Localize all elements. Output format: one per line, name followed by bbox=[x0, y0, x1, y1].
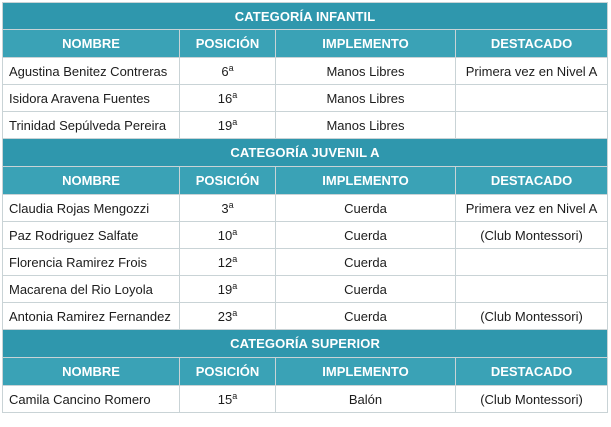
column-header-position: POSICIÓN bbox=[180, 167, 276, 195]
highlight-cell bbox=[456, 112, 608, 139]
column-header-name: NOMBRE bbox=[3, 30, 180, 58]
column-header-highlight: DESTACADO bbox=[456, 358, 608, 386]
highlight-cell bbox=[456, 85, 608, 112]
table-row bbox=[3, 303, 608, 330]
position-ordinal: a bbox=[232, 89, 238, 100]
highlight-cell: (Club Montessori) bbox=[456, 303, 608, 330]
athlete-name-cell: Macarena del Rio Loyola bbox=[3, 276, 180, 303]
table-row bbox=[3, 386, 608, 413]
position-cell bbox=[180, 195, 276, 222]
results-table-body bbox=[3, 3, 608, 413]
column-header-implement: IMPLEMENTO bbox=[276, 30, 456, 58]
implement-cell: Cuerda bbox=[276, 276, 456, 303]
position-cell bbox=[180, 85, 276, 112]
category-title: CATEGORÍA JUVENIL A bbox=[3, 139, 608, 167]
implement-cell: Balón bbox=[276, 386, 456, 413]
athlete-name-cell: Antonia Ramirez Fernandez bbox=[3, 303, 180, 330]
implement-cell: Cuerda bbox=[276, 303, 456, 330]
implement-cell: Manos Libres bbox=[276, 112, 456, 139]
category-row bbox=[3, 330, 608, 358]
athlete-name-cell: Claudia Rojas Mengozzi bbox=[3, 195, 180, 222]
position-cell bbox=[180, 112, 276, 139]
column-header-row bbox=[3, 358, 608, 386]
table-row bbox=[3, 222, 608, 249]
column-header-row bbox=[3, 30, 608, 58]
position-number: 23 bbox=[217, 308, 233, 324]
position-number: 3 bbox=[221, 200, 229, 216]
athlete-name-cell: Agustina Benitez Contreras bbox=[3, 58, 180, 85]
athlete-name-cell: Florencia Ramirez Frois bbox=[3, 249, 180, 276]
position-ordinal: a bbox=[232, 390, 238, 401]
results-table-container bbox=[2, 2, 607, 413]
category-title: CATEGORÍA SUPERIOR bbox=[3, 330, 608, 358]
table-row bbox=[3, 276, 608, 303]
position-cell bbox=[180, 386, 276, 413]
category-row bbox=[3, 3, 608, 30]
position-cell bbox=[180, 58, 276, 85]
position-ordinal: a bbox=[232, 226, 238, 237]
position-number: 19 bbox=[217, 281, 233, 297]
column-header-row bbox=[3, 167, 608, 195]
implement-cell: Manos Libres bbox=[276, 85, 456, 112]
category-row bbox=[3, 139, 608, 167]
position-number: 19 bbox=[217, 117, 233, 133]
position-cell bbox=[180, 222, 276, 249]
position-number: 15 bbox=[217, 391, 233, 407]
highlight-cell: Primera vez en Nivel A bbox=[456, 195, 608, 222]
position-cell bbox=[180, 303, 276, 330]
table-row bbox=[3, 195, 608, 222]
implement-cell: Manos Libres bbox=[276, 58, 456, 85]
position-ordinal: a bbox=[232, 253, 238, 264]
position-ordinal: a bbox=[228, 62, 234, 73]
position-ordinal: a bbox=[232, 280, 238, 291]
implement-cell: Cuerda bbox=[276, 222, 456, 249]
implement-cell: Cuerda bbox=[276, 249, 456, 276]
column-header-highlight: DESTACADO bbox=[456, 30, 608, 58]
column-header-position: POSICIÓN bbox=[180, 358, 276, 386]
column-header-position: POSICIÓN bbox=[180, 30, 276, 58]
position-cell bbox=[180, 276, 276, 303]
position-number: 10 bbox=[217, 227, 233, 243]
position-ordinal: a bbox=[228, 199, 234, 210]
highlight-cell: Primera vez en Nivel A bbox=[456, 58, 608, 85]
highlight-cell: (Club Montessori) bbox=[456, 222, 608, 249]
category-title: CATEGORÍA INFANTIL bbox=[3, 3, 608, 30]
highlight-cell bbox=[456, 249, 608, 276]
column-header-implement: IMPLEMENTO bbox=[276, 358, 456, 386]
athlete-name-cell: Paz Rodriguez Salfate bbox=[3, 222, 180, 249]
column-header-name: NOMBRE bbox=[3, 167, 180, 195]
table-row bbox=[3, 249, 608, 276]
table-row bbox=[3, 58, 608, 85]
column-header-implement: IMPLEMENTO bbox=[276, 167, 456, 195]
results-table bbox=[2, 2, 608, 413]
athlete-name-cell: Camila Cancino Romero bbox=[3, 386, 180, 413]
position-number: 12 bbox=[217, 254, 233, 270]
column-header-name: NOMBRE bbox=[3, 358, 180, 386]
table-row bbox=[3, 112, 608, 139]
athlete-name-cell: Isidora Aravena Fuentes bbox=[3, 85, 180, 112]
column-header-highlight: DESTACADO bbox=[456, 167, 608, 195]
table-row bbox=[3, 85, 608, 112]
athlete-name-cell: Trinidad Sepúlveda Pereira bbox=[3, 112, 180, 139]
position-cell bbox=[180, 249, 276, 276]
position-number: 6 bbox=[221, 63, 229, 79]
position-number: 16 bbox=[217, 90, 233, 106]
position-ordinal: a bbox=[232, 116, 238, 127]
position-ordinal: a bbox=[232, 307, 238, 318]
highlight-cell: (Club Montessori) bbox=[456, 386, 608, 413]
highlight-cell bbox=[456, 276, 608, 303]
implement-cell: Cuerda bbox=[276, 195, 456, 222]
